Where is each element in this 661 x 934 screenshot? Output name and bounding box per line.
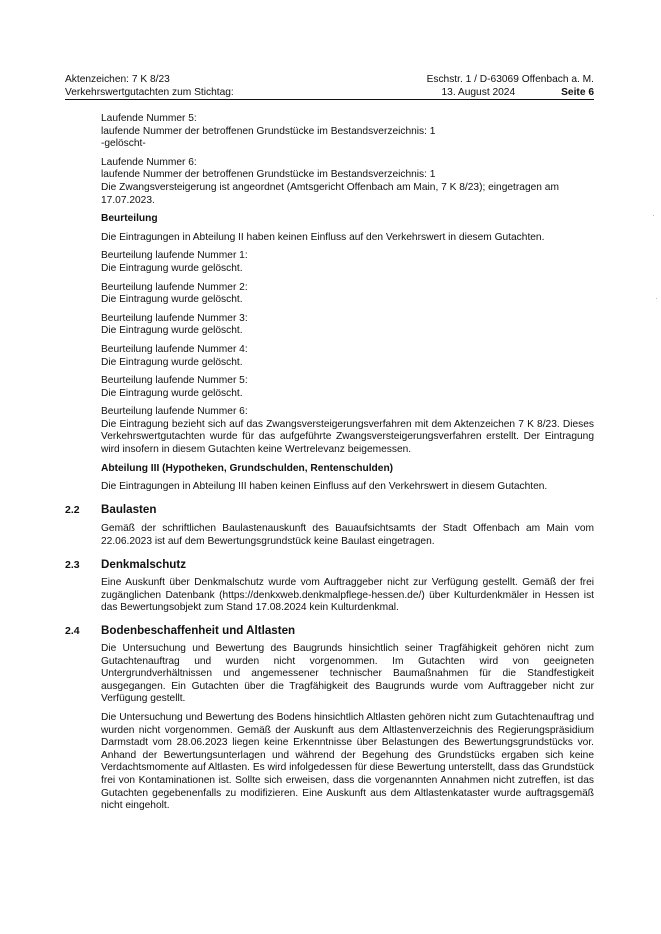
scan-mark: · bbox=[655, 294, 658, 303]
assessment-1: Beurteilung laufende Nummer 1: Die Eintragung wurde gelöscht. bbox=[101, 250, 248, 274]
assessment-6: Beurteilung laufende Nummer 6: Die Eintragung bezieht sich auf das Zwangsversteigerungsverfahren mit dem Aktenzeichen 7 K 8/23. Dieses Verkehrswertgutachten wurde für das aufgeführte Zwangsversteigerungsverfahren erstellt. Der Eintragung wird insofern in diesem Gutachten keine Wertrelevanz beigemessen. bbox=[101, 406, 594, 456]
assessment-4: Beurteilung laufende Nummer 4: Die Eintragung wurde gelöscht. bbox=[101, 343, 248, 368]
page-number: Seite 6 bbox=[561, 86, 594, 98]
beurteilung-heading: Beurteilung bbox=[101, 213, 158, 225]
encumbrances-section bbox=[101, 113, 594, 500]
section-2-3-text: Eine Auskunft über Denkmalschutz wurde vom Auftraggeber nicht zur Verfügung gestellt. Gemäß der frei zugänglichen Datenbank (https://denkxweb.denkmalpflege-hessen.de/) über Kulturdenkmäler in Hessen ist das Bewertungsobjekt zum Stand 17.08.2024 kein Kulturdenkmal. bbox=[101, 577, 594, 614]
assessment-2: Beurteilung laufende Nummer 2: Die Eintragung wurde gelöscht. bbox=[101, 281, 248, 306]
section-2-2-text: Gemäß der schriftlichen Baulastenauskunft des Bauaufsichtsamts der Stadt Offenbach am Main vom 22.06.2023 ist auf dem Bewertungsgrundstück keine Baulast eingetragen. bbox=[101, 523, 594, 547]
entry-6: Laufende Nummer 6: laufende Nummer der betroffenen Grundstücke im Bestandsverzeichnis: 1 Die Zwangsversteigerung ist angeordnet (Amtsgericht Offenbach am Main, 7 K 8/23); eingetragen am 17.07.2023. bbox=[101, 156, 559, 206]
section-2-4-body bbox=[101, 643, 594, 819]
address: Eschstr. 1 / D-63069 Offenbach a. M. bbox=[426, 74, 594, 85]
page-header bbox=[65, 74, 594, 100]
section-2-3-heading: 2.3 Denkmalschutz bbox=[65, 558, 187, 571]
scan-mark: · bbox=[652, 211, 655, 220]
assessment-3: Beurteilung laufende Nummer 3: Die Eintragung wurde gelöscht. bbox=[101, 312, 248, 337]
section-2-4-paragraph-2: Die Untersuchung und Bewertung des Bodens hinsichtlich Altlasten gehören nicht zum Gutachtenauftrag und wurden nicht vorgenommen. Gemäß der Auskunft aus dem Altlastenverzeichnis des Regierungspräsidium Darmstadt vom 28.06.2023 liegen keine Erkenntnisse über Belastungen des Bewertungsgrundstücks vor. Anhand der Bewertungsunterlagen und während der Begehung des Grundstücks ergaben sich keine Verdachtsmomente auf Altlasten. Es wird infolgedessen für diese Bewertung unterstellt, dass das Grundstück frei von Kontaminationen ist. Sollte sich erweisen, dass die vorgenannten Annahmen nicht zutreffen, ist das Gutachten gegebenenfalls zu modifizieren. Eine Auskunft aus dem Altlastenkataster wurde auftragsgemäß nicht eingeholt. bbox=[101, 711, 594, 812]
abteilung-3-text: Die Eintragungen in Abteilung III haben keinen Einfluss auf den Verkehrswert in diesem Gutachten. bbox=[101, 481, 548, 493]
abteilung-3-heading: Abteilung III (Hypotheken, Grundschulden, Rentenschulden) bbox=[101, 462, 394, 474]
section-2-2-heading: 2.2 Baulasten bbox=[65, 503, 157, 516]
beurteilung-intro: Die Eintragungen in Abteilung II haben keinen Einfluss auf den Verkehrswert in diesem Gutachten. bbox=[101, 231, 545, 243]
report-title: Verkehrswertgutachten zum Stichtag: bbox=[65, 86, 234, 98]
section-2-4-heading: 2.4 Bodenbeschaffenheit und Altlasten bbox=[65, 624, 296, 637]
entry-5: Laufende Nummer 5: laufende Nummer der betroffenen Grundstücke im Bestandsverzeichnis: 1 -gelöscht- bbox=[101, 113, 436, 150]
report-date: 13. August 2024 bbox=[441, 86, 516, 98]
assessment-5: Beurteilung laufende Nummer 5: Die Eintragung wurde gelöscht. bbox=[101, 375, 248, 399]
section-2-4-paragraph-1: Die Untersuchung und Bewertung des Baugrunds hinsichtlich seiner Tragfähigkeit gehören nicht zum Gutachtenauftrag und wurden nicht vorgenommen. Im Gutachten wird von geeigneten Untergrundverhältnissen und angemessener technischer Baumaßnahmen für die Standfestigkeit ausgegangen. Ein Gutachten über die Tragfähigkeit des Baugrunds wurde vom Auftraggeber nicht zur Verfügung gestellt. bbox=[101, 643, 594, 705]
case-number: Aktenzeichen: 7 K 8/23 bbox=[65, 74, 170, 85]
